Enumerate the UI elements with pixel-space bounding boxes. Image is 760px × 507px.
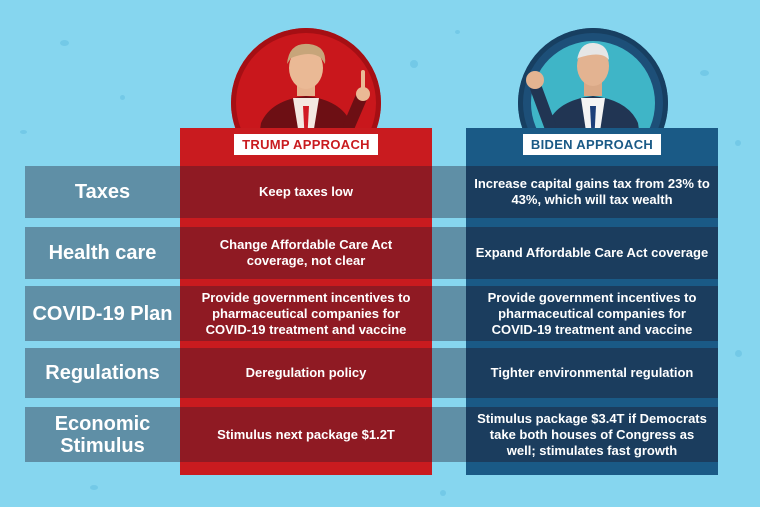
background-speck (735, 350, 742, 357)
trump-cell: Change Affordable Care Act coverage, not clear (180, 227, 432, 279)
trump-cell: Provide government incentives to pharmaceutical companies for COVID-19 treatment and vaccine (180, 286, 432, 341)
biden-approach-header: BIDEN APPROACH (523, 134, 661, 155)
background-speck (700, 70, 709, 76)
row-gap (432, 227, 466, 279)
trump-cell: Stimulus next package $1.2T (180, 407, 432, 462)
row-label: Health care (25, 227, 180, 279)
biden-cell: Provide government incentives to pharmaceutical companies for COVID-19 treatment and vaccine (466, 286, 718, 341)
row-regulations (25, 348, 729, 398)
row-label: Taxes (25, 166, 180, 218)
background-speck (735, 140, 741, 146)
row-label: Economic Stimulus (25, 407, 180, 462)
background-speck (20, 130, 27, 134)
background-speck (60, 40, 69, 46)
biden-cell: Increase capital gains tax from 23% to 43%, which will tax wealth (466, 166, 718, 218)
row-taxes (25, 166, 729, 218)
background-speck (455, 30, 460, 34)
row-gap (432, 407, 466, 462)
background-speck (120, 95, 125, 100)
row-label: Regulations (25, 348, 180, 398)
biden-cell: Tighter environmental regulation (466, 348, 718, 398)
background-speck (410, 60, 418, 68)
trump-cell: Keep taxes low (180, 166, 432, 218)
trump-cell: Deregulation policy (180, 348, 432, 398)
background-speck (90, 485, 98, 490)
row-gap (432, 286, 466, 341)
row-label: COVID-19 Plan (25, 286, 180, 341)
row-covid-19-plan (25, 286, 729, 341)
row-gap (432, 348, 466, 398)
row-economic-stimulus (25, 407, 729, 462)
trump-approach-header: TRUMP APPROACH (234, 134, 378, 155)
row-health-care (25, 227, 729, 279)
biden-cell: Expand Affordable Care Act coverage (466, 227, 718, 279)
biden-cell: Stimulus package $3.4T if Democrats take both houses of Congress as well; stimulates fast growth (466, 407, 718, 462)
row-gap (432, 166, 466, 218)
background-speck (440, 490, 446, 496)
